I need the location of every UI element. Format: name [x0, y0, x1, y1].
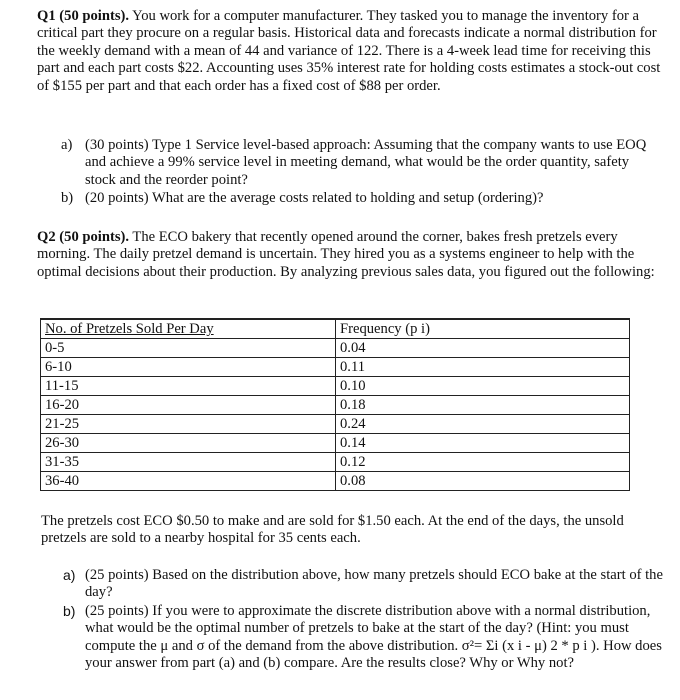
table-cell-frequency: 0.10	[336, 377, 630, 396]
table-header-pretzels: No. of Pretzels Sold Per Day	[41, 319, 336, 339]
table-row	[41, 453, 630, 472]
table-cell-range: 36-40	[41, 472, 336, 491]
q2-paragraph	[37, 229, 665, 281]
table-cell-frequency: 0.12	[336, 453, 630, 472]
q1-part-b-text: (20 points) What are the average costs related to holding and setup (ordering)?	[85, 190, 544, 206]
q2-after-table-text: The pretzels cost ECO $0.50 to make and are sold for $1.50 each. At the end of the days, the unsold pretzels are sold to a nearby hospital for 35 cents each.	[41, 513, 624, 547]
table-row	[41, 339, 630, 358]
q1-heading: Q1 (50 points).	[37, 8, 130, 24]
table-cell-range: 16-20	[41, 396, 336, 415]
table-cell-range: 0-5	[41, 339, 336, 358]
table-row	[41, 358, 630, 377]
table-cell-range: 21-25	[41, 415, 336, 434]
table-cell-range: 6-10	[41, 358, 336, 377]
table-cell-range: 31-35	[41, 453, 336, 472]
table-row	[41, 434, 630, 453]
q1-part-a-text: (30 points) Type 1 Service level-based approach: Assuming that the company wants to use EOQ and achieve a 99% service level in meeting demand, what would be the order quantity, safety stock and the reorder point?	[85, 137, 647, 188]
table-row	[41, 377, 630, 396]
table-row	[41, 472, 630, 491]
table-header-row	[41, 319, 630, 339]
table-cell-frequency: 0.04	[336, 339, 630, 358]
q2-part-b-label: b)	[63, 603, 76, 619]
table-row	[41, 396, 630, 415]
q1-intro: You work for a computer manufacturer. They tasked you to manage the inventory for a critical part they procure on a regular basis. Historical data and forecasts indicate a normal distribution for the weekly demand with a mean of 44 and variance of 122. There is a 4-week lead time for receiving this part and each part costs $22. Accounting uses 35% interest rate for holding costs estimates a stock-out cost of $155 per part and that each order has a fixed cost of $88 per order.	[37, 8, 661, 94]
frequency-table	[40, 318, 630, 491]
table-row	[41, 415, 630, 434]
table-cell-range: 26-30	[41, 434, 336, 453]
q2-part-a-text: (25 points) Based on the distribution above, how many pretzels should ECO bake at the start of the day?	[85, 567, 663, 601]
q1-paragraph	[37, 8, 665, 95]
q2-heading: Q2 (50 points).	[37, 229, 130, 245]
table-cell-frequency: 0.11	[336, 358, 630, 377]
q2-part-b-text: (25 points) If you were to approximate the discrete distribution above with a normal distribution, what would be the optimal number of pretzels to bake at the start of the day? (Hint: you must compute the μ and σ of the demand from the above distribution. σ²= Σi (x i - μ) 2 * p i ). How does your answer from part (a) and (b) compare. Are the results close? Why or Why not?	[85, 603, 662, 672]
table-cell-frequency: 0.18	[336, 396, 630, 415]
q2-intro: The ECO bakery that recently opened around the corner, bakes fresh pretzels every morning. The daily pretzel demand is uncertain. They hired you as a systems engineer to help with the optimal decisions about their production. By analyzing previous sales data, you figured out the following:	[37, 229, 655, 280]
q1-part-a-label: a)	[61, 137, 73, 153]
q2-part-a-label: a)	[63, 567, 76, 583]
table-cell-frequency: 0.24	[336, 415, 630, 434]
q1-part-b-label: b)	[61, 190, 74, 206]
table-cell-frequency: 0.08	[336, 472, 630, 491]
table-cell-frequency: 0.14	[336, 434, 630, 453]
table-cell-range: 11-15	[41, 377, 336, 396]
table-header-frequency: Frequency (p i)	[336, 319, 630, 339]
